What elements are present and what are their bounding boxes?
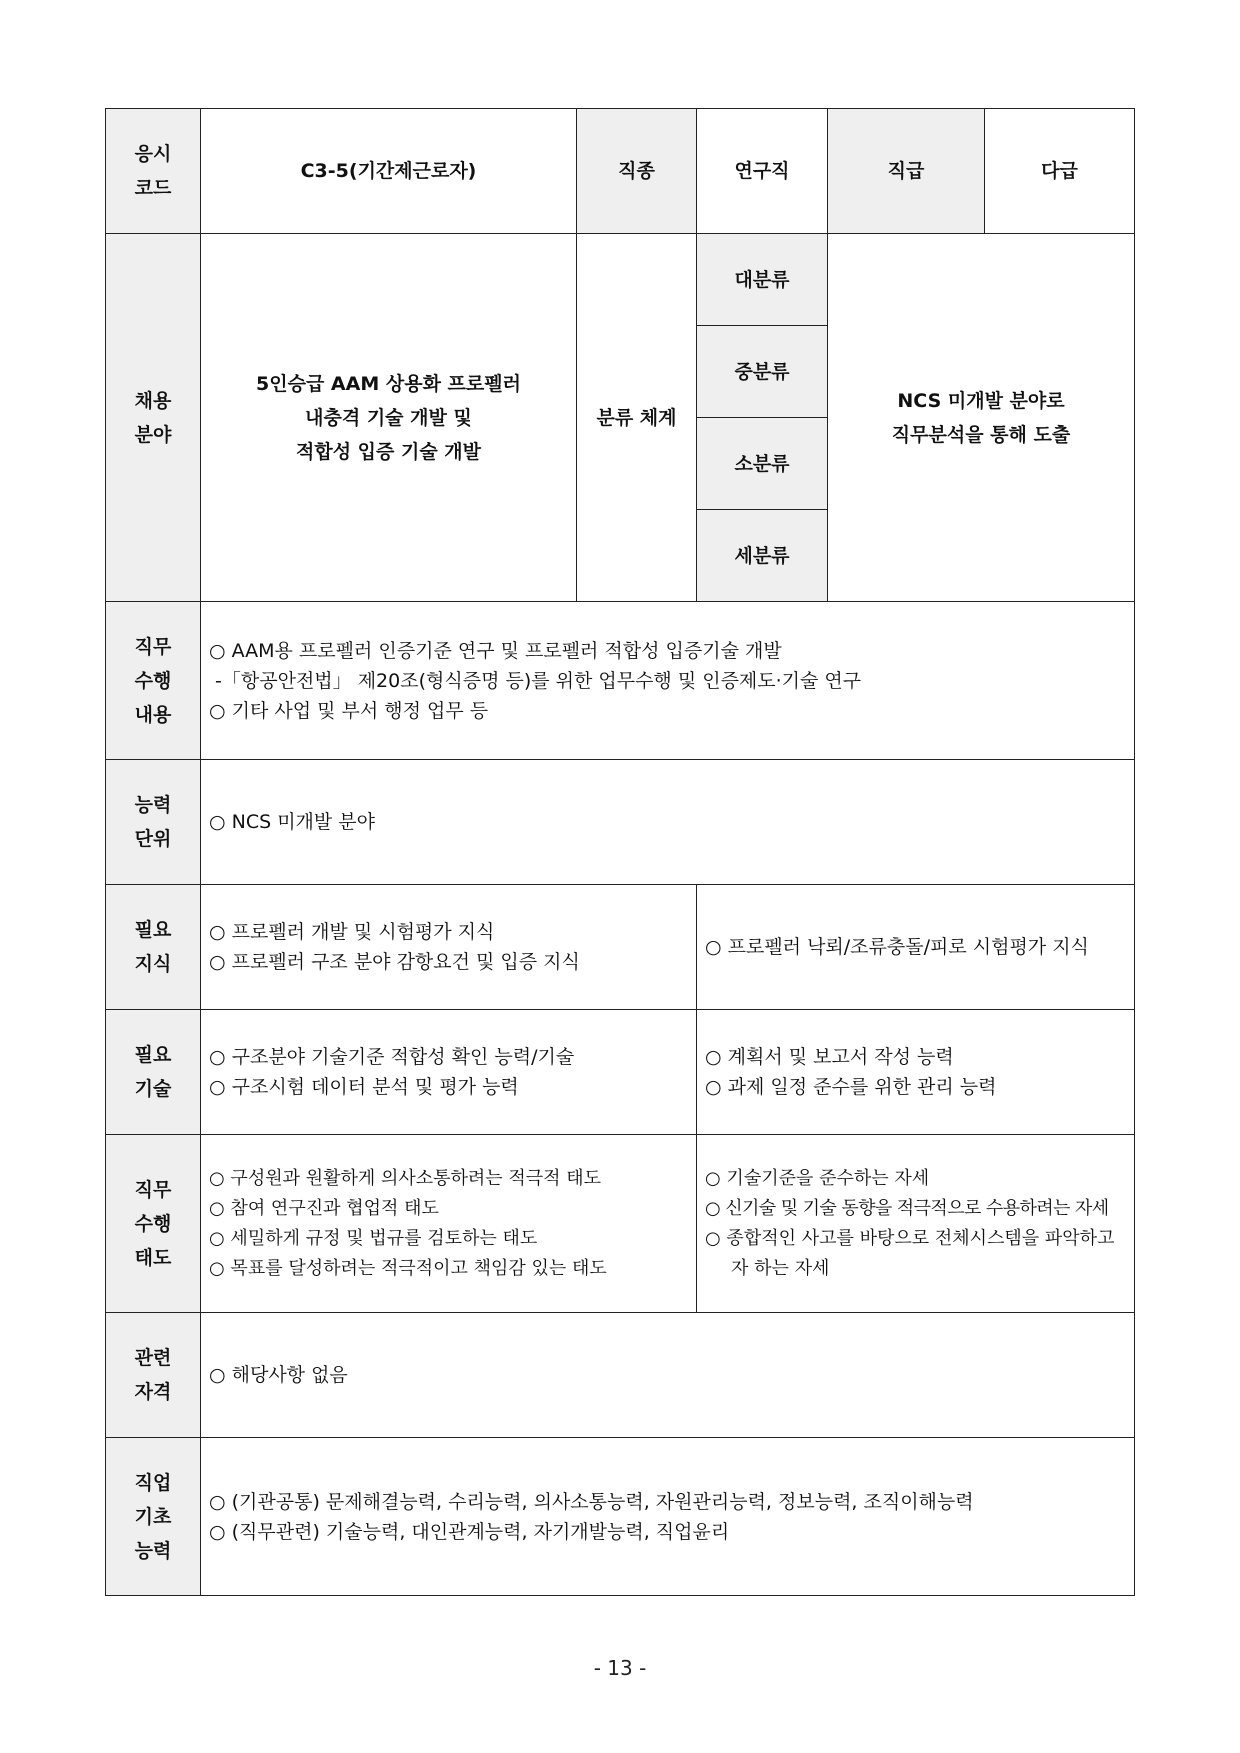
attitude-label: 직무 수행 태도 <box>106 1135 201 1313</box>
attitude-right <box>697 1135 1135 1313</box>
certification-row <box>106 1313 1135 1438</box>
list-item: ○ 기타 사업 및 부서 행정 업무 등 <box>209 699 489 722</box>
ability-units-row <box>106 760 1135 885</box>
ncs-note: NCS 미개발 분야로 직무분석을 통해 도출 <box>828 234 1135 602</box>
job-type-value: 연구직 <box>697 109 828 234</box>
duties-label: 직무 수행 내용 <box>106 602 201 760</box>
list-item: ○ 구조시험 데이터 분석 및 평가 능력 <box>209 1076 519 1098</box>
duties-row <box>106 602 1135 760</box>
category-detail: 세분류 <box>697 510 828 602</box>
category-minor: 소분류 <box>697 418 828 510</box>
code-label: 응시 코드 <box>106 109 201 234</box>
grade-value: 다급 <box>985 109 1135 234</box>
job-type-label: 직종 <box>577 109 697 234</box>
duties-content <box>201 602 1135 760</box>
list-item: ○ 참여 연구진과 협업적 태도 <box>209 1197 439 1219</box>
knowledge-label: 필요 지식 <box>106 885 201 1010</box>
list-item: ○ NCS 미개발 분야 <box>209 811 376 833</box>
category-major: 대분류 <box>697 234 828 326</box>
list-item: ○ 과제 일정 준수를 위한 관리 능력 <box>705 1076 997 1098</box>
list-item: ○ 프로펠러 낙뢰/조류충돌/피로 시험평가 지식 <box>705 936 1089 958</box>
attitude-left <box>201 1135 697 1313</box>
list-item: ○ 기술기준을 준수하는 자세 <box>705 1167 930 1189</box>
list-item: ○ (직무관련) 기술능력, 대인관계능력, 자기개발능력, 직업윤리 <box>209 1520 730 1543</box>
field-title: 5인승급 AAM 상용화 프로펠러 내충격 기술 개발 및 적합성 입증 기술 개발 <box>201 234 577 602</box>
list-item: ○ 목표를 달성하려는 적극적이고 책임감 있는 태도 <box>209 1257 607 1279</box>
job-description-table <box>105 108 1135 1596</box>
list-item: ○ 해당사항 없음 <box>209 1364 348 1386</box>
list-item: ○ 종합적인 사고를 바탕으로 전체시스템을 파악하고자 하는 자세 <box>705 1227 1115 1279</box>
code-value: C3-5(기간제근로자) <box>201 109 577 234</box>
list-item: ○ 신기술 및 기술 동향을 적극적으로 수용하려는 자세 <box>705 1197 1109 1219</box>
ability-units-label: 능력 단위 <box>106 760 201 885</box>
skills-row <box>106 1010 1135 1135</box>
grade-label: 직급 <box>828 109 985 234</box>
basic-competency-row <box>106 1438 1135 1596</box>
field-label: 채용 분야 <box>106 234 201 602</box>
list-item: ○ 계획서 및 보고서 작성 능력 <box>705 1046 954 1068</box>
list-item: ○ 구성원과 원활하게 의사소통하려는 적극적 태도 <box>209 1167 602 1189</box>
skills-left <box>201 1010 697 1135</box>
attitude-row <box>106 1135 1135 1313</box>
list-item: ○ AAM용 프로펠러 인증기준 연구 및 프로펠러 적합성 입증기술 개발 <box>209 639 782 662</box>
page-number: - 13 - <box>593 1656 647 1680</box>
certification-label: 관련 자격 <box>106 1313 201 1438</box>
list-item: ○ 구조분야 기술기준 적합성 확인 능력/기술 <box>209 1046 575 1068</box>
basic-competency-label: 직업 기초 능력 <box>106 1438 201 1596</box>
category-middle: 중분류 <box>697 326 828 418</box>
list-item: ○ 프로펠러 개발 및 시험평가 지식 <box>209 921 495 943</box>
list-item: -「항공안전법」 제20조(형식증명 등)를 위한 업무수행 및 인증제도·기술 연구 <box>209 669 862 692</box>
knowledge-row <box>106 885 1135 1010</box>
knowledge-left <box>201 885 697 1010</box>
list-item: ○ 세밀하게 규정 및 법규를 검토하는 태도 <box>209 1227 538 1249</box>
skills-label: 필요 기술 <box>106 1010 201 1135</box>
knowledge-right <box>697 885 1135 1010</box>
basic-competency-content <box>201 1438 1135 1596</box>
certification-content <box>201 1313 1135 1438</box>
header-row <box>106 109 1135 234</box>
list-item: ○ (기관공통) 문제해결능력, 수리능력, 의사소통능력, 자원관리능력, 정보능력, 조직이해능력 <box>209 1490 974 1513</box>
list-item: ○ 프로펠러 구조 분야 감항요건 및 입증 지식 <box>209 951 580 973</box>
classification-label: 분류 체계 <box>577 234 697 602</box>
ability-units-content <box>201 760 1135 885</box>
skills-right <box>697 1010 1135 1135</box>
